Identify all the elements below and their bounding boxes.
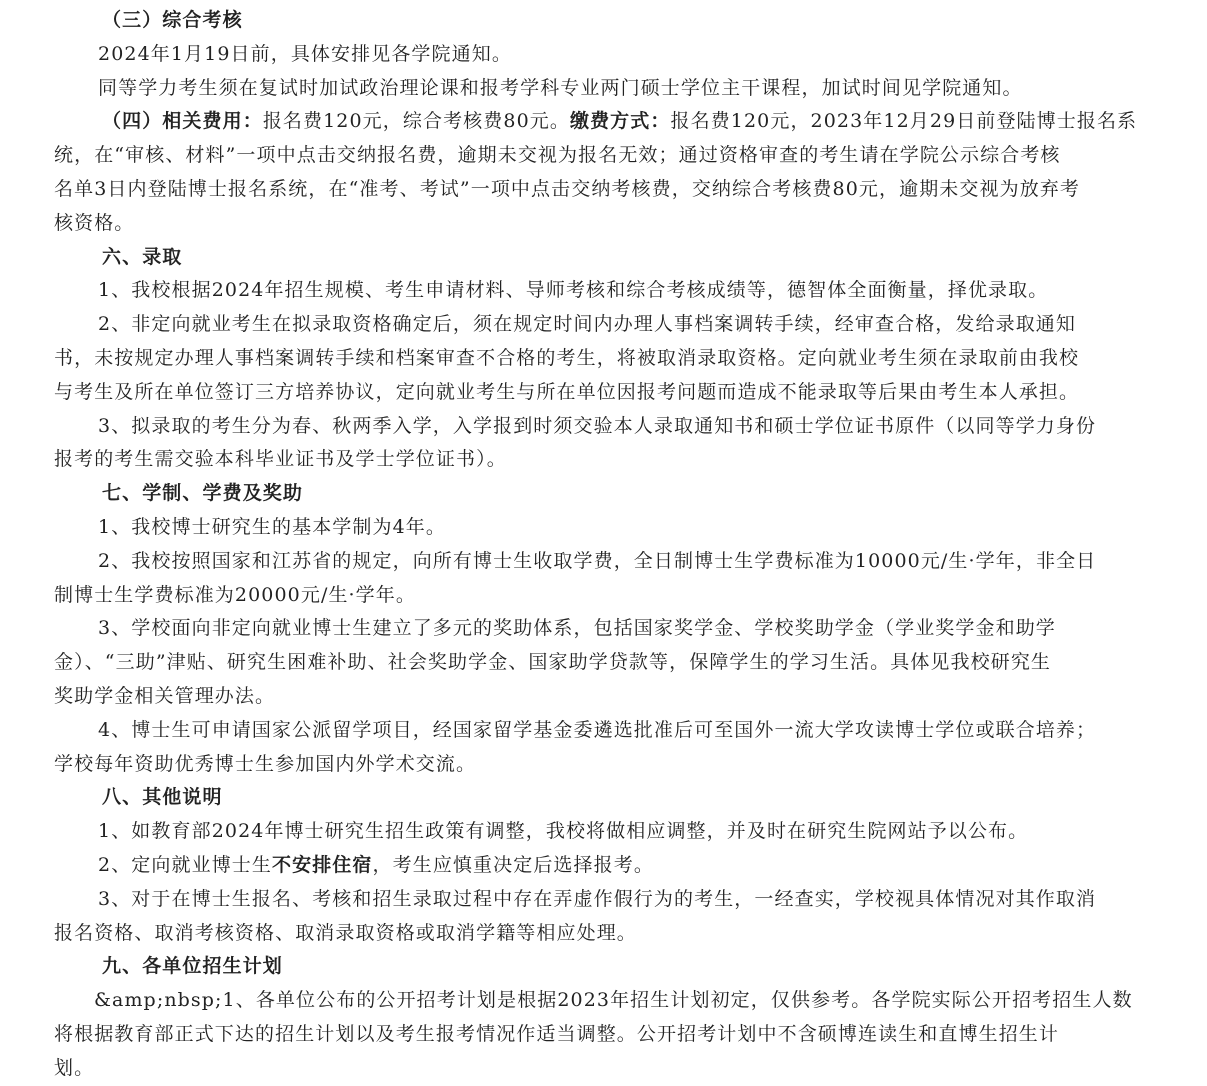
list-item: 1、如教育部2024年博士研究生招生政策有调整，我校将做相应调整，并及时在研究生院网站予以公布。: [98, 820, 1029, 843]
list-item: 1、我校博士研究生的基本学制为4年。: [98, 515, 446, 538]
paragraph-line: 同等学力考生须在复试时加试政治理论课和报考学科专业两门硕士学位主干课程，加试时间见学院通知。: [98, 76, 1023, 99]
payment-method-text: 报名费120元，2023年12月29日前登陆博士报名系: [670, 110, 1138, 133]
paragraph-fees: [54, 105, 1145, 139]
paragraph-line: 划。: [54, 1056, 95, 1079]
section-heading-tuition: 七、学制、学费及奖助: [102, 482, 304, 505]
paragraph-line: 与考生及所在单位签订三方培养协议，定向就业考生与所在单位因报考问题而造成不能录取等后果由考生本人承担。: [54, 380, 1080, 403]
list-item: 2、非定向就业考生在拟录取资格确定后，须在规定时间内办理人事档案调转手续，经审查合格，发给录取通知: [98, 313, 1076, 336]
section-heading-other-notes: 八、其他说明: [102, 786, 223, 809]
paragraph-line: 将根据教育部正式下达的招生计划以及考生报考情况作适当调整。公开招考计划中不含硕博连读生和直博生招生计: [54, 1022, 1060, 1045]
paragraph-line: 核资格。: [54, 211, 135, 234]
list-item: [54, 849, 1145, 883]
housing-text-tail: ，考生应慎重决定后选择报考。: [372, 853, 654, 876]
no-housing-emphasis: 不安排住宿: [272, 853, 373, 876]
list-item: 3、学校面向非定向就业博士生建立了多元的奖助体系，包括国家奖学金、学校奖助学金（学业奖学金和助学: [98, 617, 1056, 640]
paragraph-line: 报考的考生需交验本科毕业证书及学士学位证书）。: [54, 448, 507, 471]
list-item: 1、我校根据2024年招生规模、考生申请材料、导师考核和综合考核成绩等，德智体全面衡量，择优录取。: [98, 279, 1049, 302]
list-item: 4、博士生可申请国家公派留学项目，经国家留学基金委遴选批准后可至国外一流大学攻读博士学位或联合培养；: [98, 718, 1097, 741]
paragraph-line: 书，未按规定办理人事档案调转手续和档案审查不合格的考生，将被取消录取资格。定向就业考生须在录取前由我校: [54, 346, 1080, 369]
paragraph-line: 2024年1月19日前，具体安排见各学院通知。: [98, 42, 512, 65]
paragraph-line: 统，在“审核、材料”一项中点击交纳报名费，逾期未交视为报名无效；通过资格审查的考生请在学院公示综合考核: [54, 144, 1061, 167]
paragraph-line: 制博士生学费标准为20000元/生·学年。: [54, 583, 416, 606]
fees-heading: （四）相关费用：: [102, 110, 263, 133]
payment-method-label: 缴费方式：: [569, 110, 671, 133]
paragraph-line: 金）、“三助”津贴、研究生困难补助、社会奖助学金、国家助学贷款等，保障学生的学习生活。具体见我校研究生: [54, 651, 1052, 674]
paragraph-line: 报名资格、取消考核资格、取消录取资格或取消学籍等相应处理。: [54, 921, 637, 944]
list-item: 2、我校按照国家和江苏省的规定，向所有博士生收取学费，全日制博士生学费标准为10000元/生·学年，非全日: [98, 549, 1097, 572]
fees-text: 报名费120元，综合考核费80元。: [262, 110, 570, 133]
section-heading-enrollment-plan: 九、各单位招生计划: [102, 955, 283, 978]
paragraph-line: 奖助学金相关管理办法。: [54, 684, 276, 707]
section-heading-admission: 六、录取: [102, 245, 183, 268]
housing-text: 2、定向就业博士生: [98, 853, 272, 876]
list-item: &amp;nbsp;1、各单位公布的公开招考计划是根据2023年招生计划初定，仅供参考。各学院实际公开招考招生人数: [94, 989, 1133, 1012]
paragraph-line: 学校每年资助优秀博士生参加国内外学术交流。: [54, 752, 477, 775]
paragraph-line: 名单3日内登陆博士报名系统，在“准考、考试”一项中点击交纳考核费，交纳综合考核费80元，逾期未交视为放弃考: [54, 177, 1080, 200]
list-item: 3、对于在博士生报名、考核和招生录取过程中存在弄虚作假行为的考生，一经查实，学校视具体情况对其作取消: [98, 887, 1097, 910]
list-item: 3、拟录取的考生分为春、秋两季入学，入学报到时须交验本人录取通知书和硕士学位证书原件（以同等学力身份: [98, 414, 1097, 437]
section-heading-comprehensive-assessment: （三）综合考核: [102, 9, 243, 31]
